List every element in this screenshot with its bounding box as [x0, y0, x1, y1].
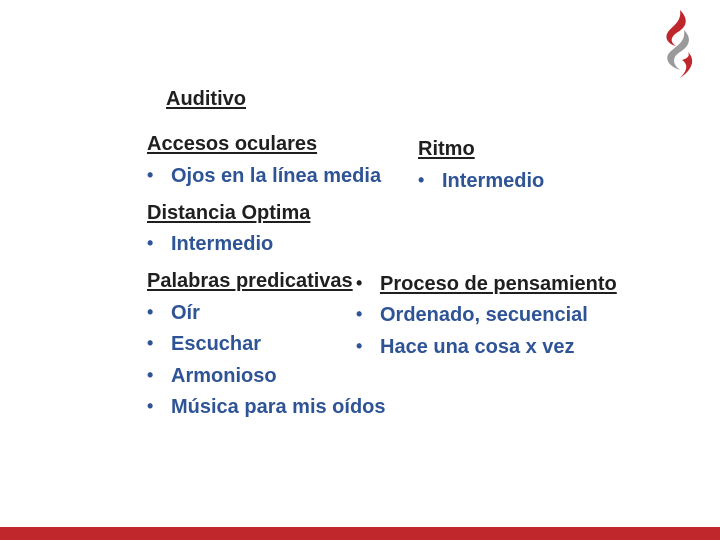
- bullet-icon: •: [356, 273, 363, 293]
- heading-distancia-optima: Distancia Optima: [147, 202, 311, 224]
- bottom-accent-bar: [0, 527, 720, 540]
- bullet-icon: •: [147, 333, 154, 353]
- list-item-text: Armonioso: [171, 365, 277, 387]
- list-item-text: Hace una cosa x vez: [380, 336, 575, 358]
- list-item-text: Intermedio: [171, 233, 274, 255]
- bullet-icon: •: [147, 396, 154, 416]
- list-item-text: Música para mis oídos: [171, 396, 386, 418]
- heading-ritmo: Ritmo: [418, 138, 475, 160]
- bullet-icon: •: [356, 304, 363, 324]
- list-item-text: Escuchar: [171, 333, 262, 355]
- flame-logo-icon: [658, 8, 700, 80]
- bullet-icon: •: [418, 170, 425, 190]
- heading-accesos-oculares: Accesos oculares: [147, 133, 318, 155]
- heading-palabras-predicativas: Palabras predicativas: [147, 270, 353, 292]
- list-item-text: Oír: [171, 302, 200, 324]
- list-item-text: Intermedio: [442, 170, 545, 192]
- bullet-icon: •: [147, 302, 154, 322]
- bullet-icon: •: [356, 336, 363, 356]
- bullet-icon: •: [147, 365, 154, 385]
- list-item-text: Ordenado, secuencial: [380, 304, 588, 326]
- bullet-icon: •: [147, 165, 154, 185]
- heading-proceso-de-pensamiento: Proceso de pensamiento: [380, 273, 617, 295]
- slide-title: Auditivo: [166, 88, 246, 110]
- bullet-icon: •: [147, 233, 154, 253]
- list-item-text: Ojos en la línea media: [171, 165, 382, 187]
